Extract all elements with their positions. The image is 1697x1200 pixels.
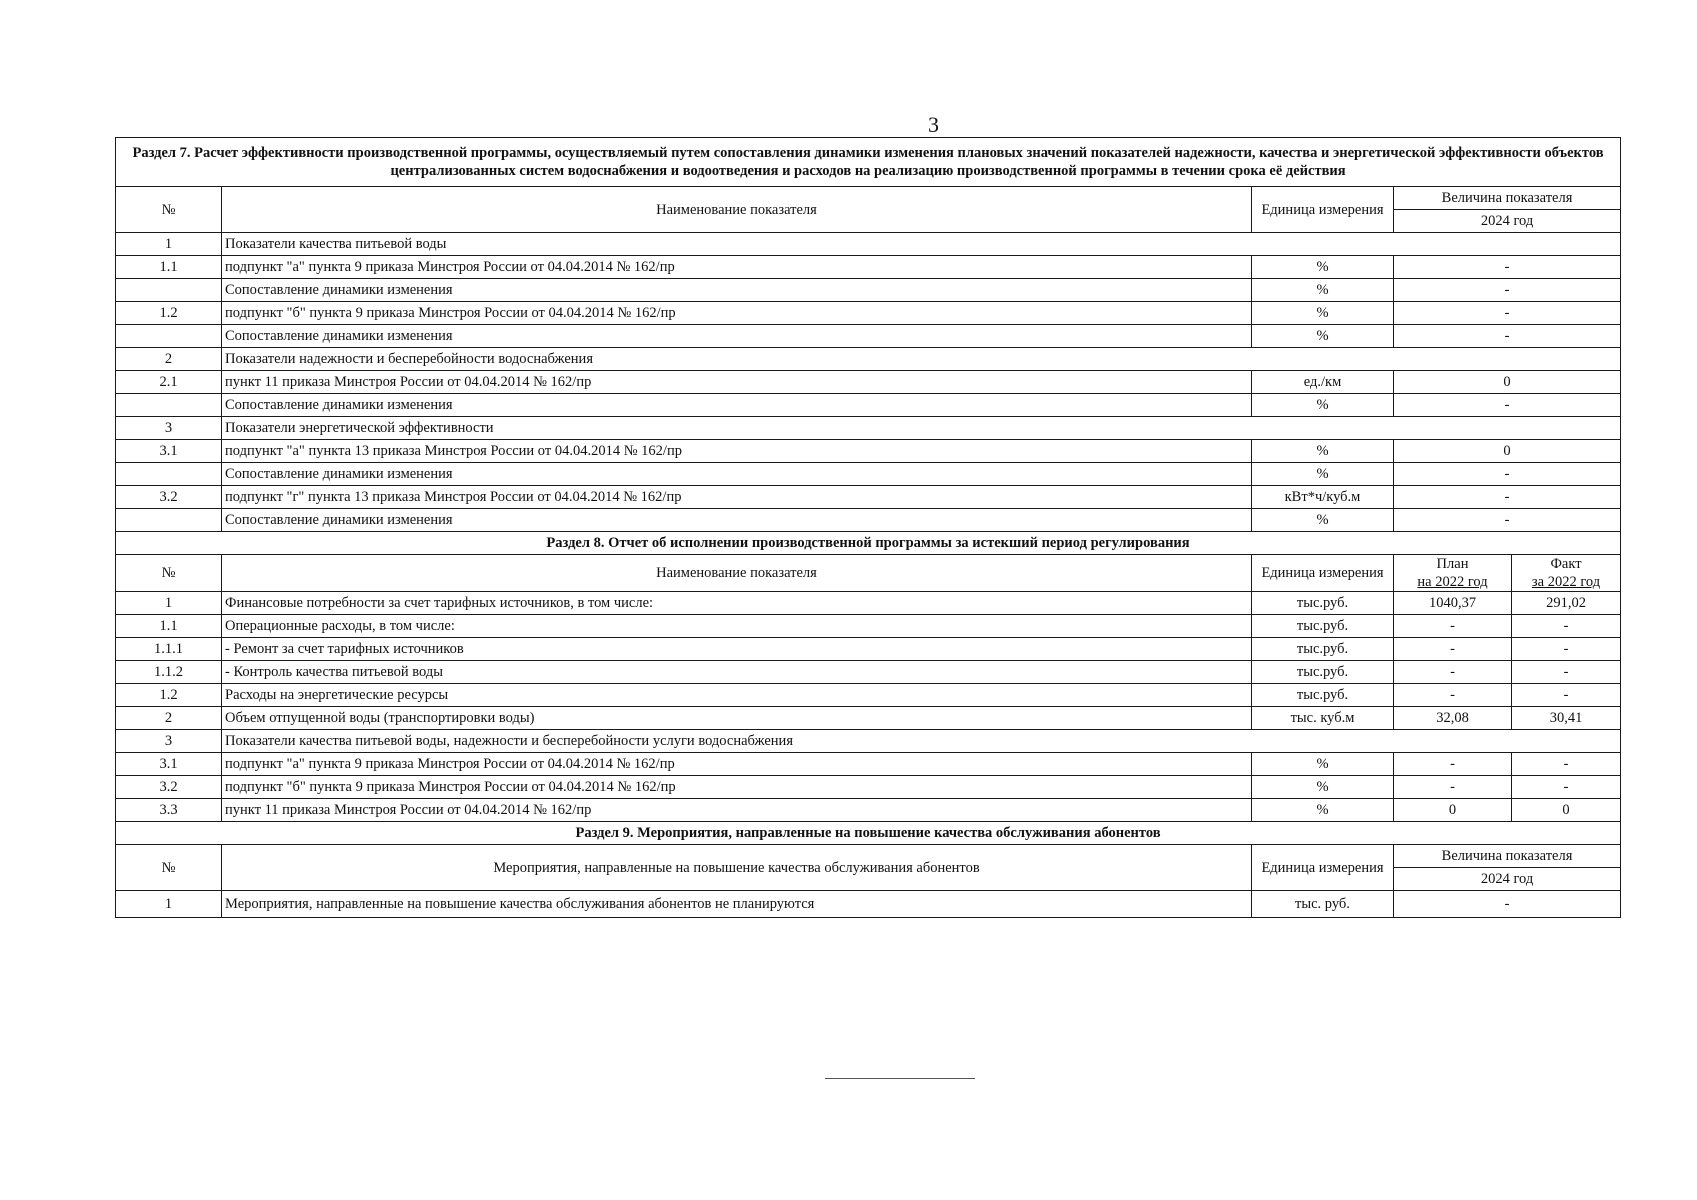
row-fact: -	[1512, 638, 1621, 661]
section-9-title: Раздел 9. Мероприятия, направленные на повышение качества обслуживания абонентов	[116, 822, 1621, 845]
section-9-title-row	[116, 822, 1621, 845]
row-unit: %	[1252, 799, 1394, 822]
row-plan: 0	[1394, 799, 1512, 822]
col-header-plan	[1394, 555, 1512, 592]
row-fact: -	[1512, 753, 1621, 776]
row-num: 3.3	[116, 799, 222, 822]
row-name: Расходы на энергетические ресурсы	[222, 684, 1252, 707]
row-value: -	[1394, 486, 1621, 509]
row-num: 1.1	[116, 615, 222, 638]
col-header-name: Наименование показателя	[222, 555, 1252, 592]
row-unit: %	[1252, 394, 1394, 417]
row-unit: %	[1252, 440, 1394, 463]
table-row	[116, 302, 1621, 325]
table-row	[116, 509, 1621, 532]
row-value: -	[1394, 256, 1621, 279]
row-plan: -	[1394, 684, 1512, 707]
table-row	[116, 371, 1621, 394]
row-num	[116, 509, 222, 532]
section-8-header-row	[116, 555, 1621, 592]
row-value: 0	[1394, 440, 1621, 463]
row-value: 0	[1394, 371, 1621, 394]
table-row	[116, 707, 1621, 730]
row-num: 1.2	[116, 302, 222, 325]
row-name: Объем отпущенной воды (транспортировки воды)	[222, 707, 1252, 730]
row-fact: -	[1512, 661, 1621, 684]
table-row	[116, 417, 1621, 440]
row-value: -	[1394, 302, 1621, 325]
table-row	[116, 348, 1621, 371]
row-unit: %	[1252, 256, 1394, 279]
table-row	[116, 753, 1621, 776]
row-unit: %	[1252, 509, 1394, 532]
row-unit: %	[1252, 279, 1394, 302]
col-header-name: Наименование показателя	[222, 187, 1252, 233]
row-value: -	[1394, 509, 1621, 532]
row-fact: -	[1512, 615, 1621, 638]
table-row	[116, 776, 1621, 799]
table-row	[116, 463, 1621, 486]
row-plan: 32,08	[1394, 707, 1512, 730]
row-fact: -	[1512, 776, 1621, 799]
row-plan: -	[1394, 753, 1512, 776]
row-unit: %	[1252, 325, 1394, 348]
row-unit: тыс. руб.	[1252, 891, 1394, 918]
row-num: 3.1	[116, 753, 222, 776]
page-number: 3	[928, 112, 939, 137]
table-row	[116, 394, 1621, 417]
col-header-plan-line1: План	[1436, 556, 1469, 572]
section-7-header-row	[116, 187, 1621, 210]
row-name: подпункт "г" пункта 13 приказа Минстроя России от 04.04.2014 № 162/пр	[222, 486, 1252, 509]
row-name: Показатели качества питьевой воды	[222, 233, 1621, 256]
production-program-table	[115, 137, 1621, 918]
row-num: 2.1	[116, 371, 222, 394]
row-plan: -	[1394, 661, 1512, 684]
row-unit: %	[1252, 753, 1394, 776]
row-num	[116, 279, 222, 302]
col-header-name: Мероприятия, направленные на повышение качества обслуживания абонентов	[222, 845, 1252, 891]
row-num: 2	[116, 707, 222, 730]
row-fact: 0	[1512, 799, 1621, 822]
table-row	[116, 799, 1621, 822]
table-row	[116, 661, 1621, 684]
table-row	[116, 486, 1621, 509]
col-header-unit: Единица измерения	[1252, 845, 1394, 891]
row-value: -	[1394, 325, 1621, 348]
col-header-num: №	[116, 845, 222, 891]
table-row	[116, 440, 1621, 463]
section-7-title-row	[116, 138, 1621, 187]
row-num: 1.1.2	[116, 661, 222, 684]
row-name: подпункт "а" пункта 9 приказа Минстроя России от 04.04.2014 № 162/пр	[222, 256, 1252, 279]
col-header-value: Величина показателя	[1394, 187, 1621, 210]
col-header-unit: Единица измерения	[1252, 555, 1394, 592]
table-row	[116, 891, 1621, 918]
col-header-plan-line2: на 2022 год	[1417, 574, 1488, 590]
row-plan: -	[1394, 776, 1512, 799]
row-num	[116, 325, 222, 348]
row-name: Сопоставление динамики изменения	[222, 394, 1252, 417]
row-num	[116, 394, 222, 417]
col-header-num: №	[116, 555, 222, 592]
row-name: Сопоставление динамики изменения	[222, 463, 1252, 486]
row-name: Сопоставление динамики изменения	[222, 509, 1252, 532]
table-row	[116, 615, 1621, 638]
row-value: -	[1394, 394, 1621, 417]
row-unit: %	[1252, 302, 1394, 325]
row-unit: тыс. куб.м	[1252, 707, 1394, 730]
row-num: 3.2	[116, 486, 222, 509]
row-num: 3	[116, 730, 222, 753]
row-name: подпункт "б" пункта 9 приказа Минстроя России от 04.04.2014 № 162/пр	[222, 776, 1252, 799]
col-header-fact	[1512, 555, 1621, 592]
row-name: Показатели энергетической эффективности	[222, 417, 1621, 440]
row-name: пункт 11 приказа Минстроя России от 04.04.2014 № 162/пр	[222, 371, 1252, 394]
table-row	[116, 233, 1621, 256]
table-row	[116, 325, 1621, 348]
table-row	[116, 730, 1621, 753]
row-num: 1	[116, 592, 222, 615]
row-fact: 291,02	[1512, 592, 1621, 615]
row-name: - Ремонт за счет тарифных источников	[222, 638, 1252, 661]
table-row	[116, 256, 1621, 279]
row-name: Финансовые потребности за счет тарифных источников, в том числе:	[222, 592, 1252, 615]
row-num: 1.1	[116, 256, 222, 279]
row-name: Операционные расходы, в том числе:	[222, 615, 1252, 638]
row-unit: %	[1252, 463, 1394, 486]
table-row	[116, 638, 1621, 661]
table-row	[116, 592, 1621, 615]
row-unit: тыс.руб.	[1252, 661, 1394, 684]
col-header-year: 2024 год	[1394, 868, 1621, 891]
row-unit: тыс.руб.	[1252, 592, 1394, 615]
col-header-unit: Единица измерения	[1252, 187, 1394, 233]
row-fact: -	[1512, 684, 1621, 707]
section-8-title-row	[116, 532, 1621, 555]
row-plan: 1040,37	[1394, 592, 1512, 615]
table-row	[116, 684, 1621, 707]
table-row	[116, 279, 1621, 302]
row-fact: 30,41	[1512, 707, 1621, 730]
row-unit: тыс.руб.	[1252, 684, 1394, 707]
row-num: 3	[116, 417, 222, 440]
col-header-value: Величина показателя	[1394, 845, 1621, 868]
row-unit: %	[1252, 776, 1394, 799]
row-name: подпункт "а" пункта 9 приказа Минстроя России от 04.04.2014 № 162/пр	[222, 753, 1252, 776]
row-unit: тыс.руб.	[1252, 615, 1394, 638]
section-7-title: Раздел 7. Расчет эффективности производственной программы, осуществляемый путем сопоставления динамики изменения плановых значений показателей надежности, качества и энергетической эффективности объектов централизованных систем водоснабжения и водоотведения и расходов на реализацию производственной программы в течении срока её действия	[116, 138, 1621, 187]
row-name: Сопоставление динамики изменения	[222, 279, 1252, 302]
col-header-num: №	[116, 187, 222, 233]
row-value: -	[1394, 279, 1621, 302]
row-name: пункт 11 приказа Минстроя России от 04.04.2014 № 162/пр	[222, 799, 1252, 822]
row-unit: кВт*ч/куб.м	[1252, 486, 1394, 509]
row-num: 2	[116, 348, 222, 371]
row-value: -	[1394, 891, 1621, 918]
row-name: подпункт "б" пункта 9 приказа Минстроя России от 04.04.2014 № 162/пр	[222, 302, 1252, 325]
row-name: Показатели качества питьевой воды, надежности и бесперебойности услуги водоснабжения	[222, 730, 1621, 753]
col-header-fact-line1: Факт	[1550, 556, 1582, 572]
row-name: Сопоставление динамики изменения	[222, 325, 1252, 348]
footer-rule	[825, 1078, 975, 1080]
section-8-title: Раздел 8. Отчет об исполнении производственной программы за истекший период регулирования	[116, 532, 1621, 555]
row-num: 1.2	[116, 684, 222, 707]
section-9-header-row	[116, 845, 1621, 868]
row-value: -	[1394, 463, 1621, 486]
row-name: Мероприятия, направленные на повышение качества обслуживания абонентов не планируются	[222, 891, 1252, 918]
row-name: - Контроль качества питьевой воды	[222, 661, 1252, 684]
row-plan: -	[1394, 638, 1512, 661]
row-name: подпункт "а" пункта 13 приказа Минстроя России от 04.04.2014 № 162/пр	[222, 440, 1252, 463]
row-num: 1	[116, 891, 222, 918]
row-plan: -	[1394, 615, 1512, 638]
row-num: 3.2	[116, 776, 222, 799]
row-num	[116, 463, 222, 486]
row-num: 1	[116, 233, 222, 256]
row-unit: тыс.руб.	[1252, 638, 1394, 661]
row-unit: ед./км	[1252, 371, 1394, 394]
col-header-year: 2024 год	[1394, 210, 1621, 233]
col-header-fact-line2: за 2022 год	[1531, 574, 1601, 590]
row-name: Показатели надежности и бесперебойности водоснабжения	[222, 348, 1621, 371]
row-num: 3.1	[116, 440, 222, 463]
row-num: 1.1.1	[116, 638, 222, 661]
